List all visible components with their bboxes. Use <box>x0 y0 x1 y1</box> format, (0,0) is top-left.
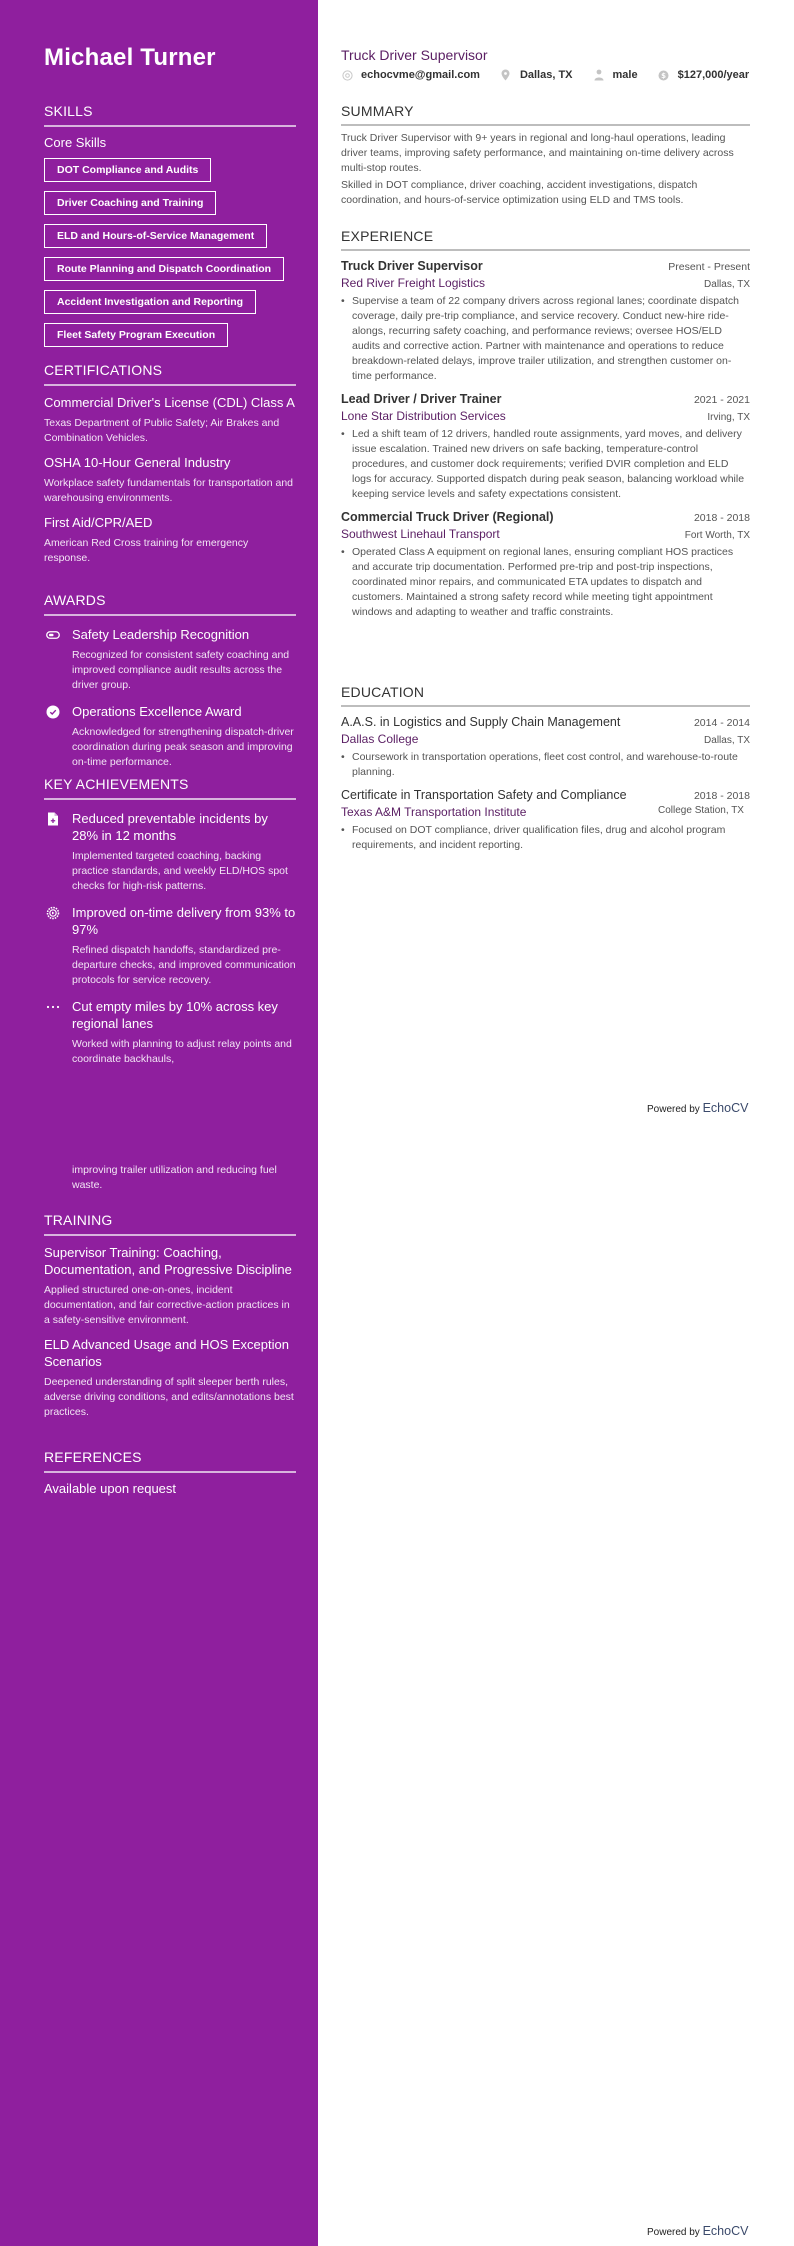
achievement-desc: Worked with planning to adjust relay points and coordinate backhauls, <box>72 1038 292 1065</box>
skill-tag: Accident Investigation and Reporting <box>44 290 256 314</box>
file-plus-icon <box>46 812 60 826</box>
training-heading: TRAINING <box>44 1212 296 1236</box>
powered-by-footer <box>647 2224 748 2238</box>
award-title: Operations Excellence Award <box>72 704 242 719</box>
achievement-desc: improving trailer utilization and reducing fuel waste. <box>72 1164 277 1191</box>
echocv-brand-link[interactable]: EchoCV <box>702 1101 749 1115</box>
skill-tag: ELD and Hours-of-Service Management <box>44 224 267 248</box>
awards-section <box>44 592 296 770</box>
header-block <box>341 47 750 81</box>
achievement-title: Cut empty miles by 10% across key regional lanes <box>72 999 278 1031</box>
awards-heading: AWARDS <box>44 592 296 616</box>
powered-by-text: Powered by <box>647 2227 700 2238</box>
person-icon <box>593 69 605 81</box>
training-title: Supervisor Training: Coaching, Documentation, and Progressive Discipline <box>44 1245 292 1277</box>
cert-title: OSHA 10-Hour General Industry <box>44 455 231 470</box>
powered-by-text: Powered by <box>647 1104 700 1115</box>
gear-badge-icon <box>46 906 60 920</box>
skill-tag: Driver Coaching and Training <box>44 191 216 215</box>
achievement-title: Reduced preventable incidents by 28% in 12 months <box>72 811 268 843</box>
experience-title: Truck Driver Supervisor <box>341 259 483 273</box>
experience-bullet: • Led a shift team of 12 drivers, handled route assignments, yard moves, and delivery issue escalation. Trained new drivers on safe backing, temperature-control procedures, and customer dock requirements; verified DVIR completion and ELD logs for accuracy. Supported dispatch during peak season, balancing workload while keeping service levels and safety expectations consistent. <box>341 427 750 502</box>
experience-entry <box>341 259 750 384</box>
education-entry <box>341 715 750 780</box>
award-desc: Acknowledged for strengthening dispatch-driver coordination during peak season and improving on-time performance. <box>72 726 294 768</box>
echocv-brand-link[interactable]: EchoCV <box>702 2224 749 2238</box>
cert-desc: Workplace safety fundamentals for transportation and warehousing environments. <box>44 477 294 504</box>
achievements-heading: KEY ACHIEVEMENTS <box>44 776 296 800</box>
experience-entry <box>341 510 750 620</box>
summary-paragraph: Truck Driver Supervisor with 9+ years in regional and long-haul operations, leading driver teams, improving safety performance, and maintaining on-time delivery across multi-stop routes. <box>341 132 734 174</box>
education-location: College Station, TX <box>658 804 744 816</box>
skill-tag: DOT Compliance and Audits <box>44 158 211 182</box>
training-section <box>44 1212 296 1420</box>
experience-entry <box>341 392 750 502</box>
experience-title: Commercial Truck Driver (Regional) <box>341 510 554 524</box>
candidate-name: Michael Turner <box>44 44 216 71</box>
references-heading: REFERENCES <box>44 1449 296 1473</box>
cert-title: First Aid/CPR/AED <box>44 515 153 530</box>
references-section <box>44 1449 296 1496</box>
education-school: Texas A&M Transportation Institute <box>341 805 527 819</box>
skills-heading: SKILLS <box>44 103 296 127</box>
contact-row <box>341 69 750 81</box>
training-desc: Applied structured one-on-ones, incident documentation, and fair corrective-action practices in a safety-sensitive environment. <box>44 1284 290 1326</box>
award-desc: Recognized for consistent safety coaching and improved compliance audit results across the driver group. <box>72 649 290 691</box>
experience-dates: 2021 - 2021 <box>693 394 750 406</box>
experience-location: Fort Worth, TX <box>684 530 750 541</box>
achievement-item <box>44 998 296 1067</box>
education-heading: EDUCATION <box>341 684 750 707</box>
achievements-section <box>44 776 296 1067</box>
skill-tag: Fleet Safety Program Execution <box>44 323 228 347</box>
core-skills-label: Core Skills <box>44 135 107 150</box>
certifications-section <box>44 362 296 566</box>
award-item <box>44 626 296 693</box>
experience-location: Irving, TX <box>707 412 750 423</box>
check-circle-icon <box>46 705 60 719</box>
cert-desc: American Red Cross training for emergency response. <box>44 537 249 564</box>
skill-tag: Route Planning and Dispatch Coordination <box>44 257 284 281</box>
summary-section <box>341 103 750 208</box>
experience-dates: Present - Present <box>668 261 750 273</box>
education-section <box>341 684 750 853</box>
at-icon <box>341 69 353 81</box>
experience-section <box>341 228 750 620</box>
education-entry <box>341 788 750 853</box>
contact-salary: $127,000/year <box>677 69 750 81</box>
education-degree: A.A.S. in Logistics and Supply Chain Management <box>341 715 621 729</box>
references-text: Available upon request <box>44 1481 177 1496</box>
achievement-desc: Refined dispatch handoffs, standardized pre-departure checks, and improved communication protocols for service recovery. <box>72 944 296 986</box>
candidate-name-block <box>44 44 296 72</box>
contact-email[interactable]: echocvme@gmail.com <box>361 69 480 81</box>
training-desc: Deepened understanding of split sleeper berth rules, adverse driving conditions, and edits/annotations best practices. <box>44 1376 294 1418</box>
contact-location: Dallas, TX <box>519 69 573 81</box>
powered-by-footer <box>647 1101 748 1115</box>
training-title: ELD Advanced Usage and HOS Exception Scenarios <box>44 1337 289 1369</box>
experience-company: Southwest Linehaul Transport <box>341 527 500 541</box>
experience-company: Red River Freight Logistics <box>341 276 486 290</box>
award-item <box>44 703 296 770</box>
certifications-heading: CERTIFICATIONS <box>44 362 296 386</box>
experience-bullet: • Operated Class A equipment on regional lanes, ensuring compliant HOS practices and accurate trip documentation. Performed pre-trip and post-trip inspections, coordinated minor repairs, and communicated ETA updates to dispatch and customers. Maintained a strong safety record while meeting tight appointment windows and adapting to weather and traffic constraints. <box>341 545 750 620</box>
svg-text:$: $ <box>661 71 667 80</box>
education-bullet: • Focused on DOT compliance, driver qualification files, drug and alcohol program requirements, and incident reporting. <box>341 823 750 853</box>
education-bullet: • Coursework in transportation operations, fleet cost control, and warehouse-to-route planning. <box>341 750 750 780</box>
toggle-icon <box>46 628 60 642</box>
ellipsis-icon <box>46 1000 60 1014</box>
award-title: Safety Leadership Recognition <box>72 627 250 642</box>
education-location: Dallas, TX <box>704 735 750 746</box>
achievement-desc: Implemented targeted coaching, backing practice standards, and weekly ELD/HOS spot checks for high-risk patterns. <box>72 850 288 892</box>
cert-desc: Texas Department of Public Safety; Air Brakes and Combination Vehicles. <box>44 417 280 444</box>
experience-bullet: • Supervise a team of 22 company drivers across regional lanes; coordinate dispatch coverage, daily pre-trip compliance, and service recovery. Conduct new-hire ride-alongs, recurring safety coaching, and performance reviews; oversee HOS/ELD audits and corrective action. Partner with maintenance and operations to reduce breakdown-related delays, improve trailer utilization, and strengthen customer on-time performance. <box>341 294 750 384</box>
cert-title: Commercial Driver's License (CDL) Class A <box>44 395 295 410</box>
achievement-item <box>44 810 296 894</box>
experience-location: Dallas, TX <box>704 279 750 290</box>
education-school: Dallas College <box>341 732 419 746</box>
education-degree: Certificate in Transportation Safety and Compliance <box>341 788 627 802</box>
achievement-title: Improved on-time delivery from 93% to 97% <box>72 905 296 937</box>
experience-dates: 2018 - 2018 <box>693 512 750 524</box>
money-icon <box>658 69 670 81</box>
skills-list <box>44 150 296 347</box>
education-dates: 2018 - 2018 <box>693 790 750 802</box>
skills-section <box>44 103 296 347</box>
map-pin-icon <box>500 69 512 81</box>
contact-gender: male <box>612 69 638 81</box>
achievement-desc-continued <box>44 1163 296 1193</box>
summary-heading: SUMMARY <box>341 103 750 126</box>
experience-heading: EXPERIENCE <box>341 228 750 251</box>
summary-paragraph: Skilled in DOT compliance, driver coaching, accident investigations, dispatch coordination, and hours-of-service optimization using ELD and TMS tools. <box>341 179 698 206</box>
education-dates: 2014 - 2014 <box>693 717 750 729</box>
experience-company: Lone Star Distribution Services <box>341 409 506 423</box>
experience-title: Lead Driver / Driver Trainer <box>341 392 502 406</box>
achievement-item <box>44 904 296 988</box>
job-title: Truck Driver Supervisor <box>341 47 488 63</box>
